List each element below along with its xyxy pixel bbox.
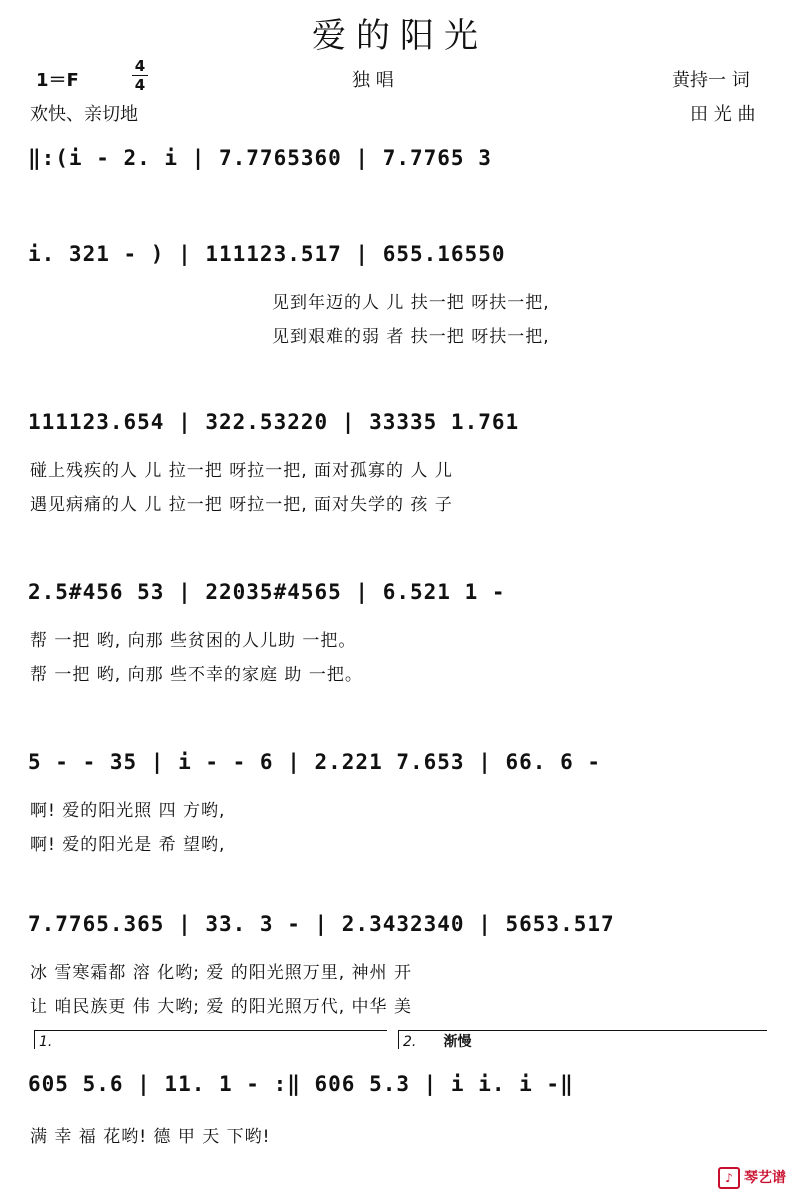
staff-row-3	[28, 404, 780, 448]
notes-row-5: 5 - - 35 | i - - 6 | 2.221 7.653 | 66. 6 -	[28, 750, 602, 774]
lyric-row-6-verse-2: 让 咱民族更 伟 大哟; 爱 的阳光照万代, 中华 美	[30, 997, 412, 1017]
key-signature: 1＝F	[36, 70, 79, 91]
staff-row-6	[28, 906, 780, 950]
lyric-row-6-verse-1: 冰 雪寒霜都 溶 化哟; 爱 的阳光照万里, 神州 开	[30, 963, 412, 983]
site-logo	[718, 1167, 786, 1189]
time-signature	[132, 58, 148, 93]
logo-text: 琴艺谱	[744, 1170, 786, 1186]
lyric-row-5-verse-1: 啊! 爱的阳光照 四 方哟,	[30, 801, 226, 821]
composer-credit: 田 光 曲	[690, 104, 756, 125]
lyric-row-7-verse-1: 满 幸 福 花哟! 德 甲 天 下哟!	[30, 1127, 271, 1147]
staff-row-1	[28, 140, 780, 184]
lyric-row-2-verse-2: 见到艰难的弱 者 扶一把 呀扶一把,	[272, 327, 550, 347]
song-title: 爱的阳光	[312, 16, 488, 56]
notes-row-4: 2.5#456 53 | 22035#4565 | 6.521 1 -	[28, 580, 506, 604]
logo-icon: ♪	[718, 1167, 740, 1189]
lyric-row-4-verse-1: 帮 一把 哟, 向那 些贫困的人儿助 一把。	[30, 631, 357, 651]
performance-type: 独 唱	[352, 70, 394, 91]
staff-row-7	[28, 1066, 780, 1110]
notes-row-2: i. 321 - ) | 111123.517 | 655.16550	[28, 242, 506, 266]
staff-row-4	[28, 574, 780, 618]
time-signature-bottom: 4	[134, 76, 146, 94]
notes-row-7: 605 5.6 | 11. 1 - :‖ 606 5.3 | i i. i -‖	[28, 1072, 574, 1096]
notes-row-6: 7.7765.365 | 33. 3 - | 2.3432340 | 5653.517	[28, 912, 615, 936]
tempo-marking: 欢快、亲切地	[30, 104, 138, 125]
lyric-row-5-verse-2: 啊! 爱的阳光是 希 望哟,	[30, 835, 226, 855]
notes-row-3: 111123.654 | 322.53220 | 33335 1.761	[28, 410, 520, 434]
lyric-row-3-verse-1: 碰上残疾的人 儿 拉一把 呀拉一把, 面对孤寡的 人 儿	[30, 461, 453, 481]
lyric-row-3-verse-2: 遇见病痛的人 儿 拉一把 呀拉一把, 面对失学的 孩 子	[30, 495, 453, 515]
tempo-ritardando: 渐慢	[443, 1034, 472, 1050]
first-ending-bracket	[34, 1030, 387, 1049]
time-signature-top: 4	[134, 57, 146, 75]
lyricist-credit: 黄持一 词	[672, 70, 750, 91]
lyric-row-4-verse-2: 帮 一把 哟, 向那 些不幸的家庭 助 一把。	[30, 665, 363, 685]
lyric-row-2-verse-1: 见到年迈的人 儿 扶一把 呀扶一把,	[272, 293, 550, 313]
notes-row-1: ‖:(i - 2. i | 7.7765360 | 7.7765 3	[28, 146, 492, 170]
second-ending-bracket	[398, 1030, 767, 1049]
second-ending-label: 2.	[403, 1034, 417, 1050]
staff-row-5	[28, 744, 780, 788]
staff-row-2	[28, 236, 780, 280]
first-ending-label: 1.	[39, 1034, 53, 1050]
